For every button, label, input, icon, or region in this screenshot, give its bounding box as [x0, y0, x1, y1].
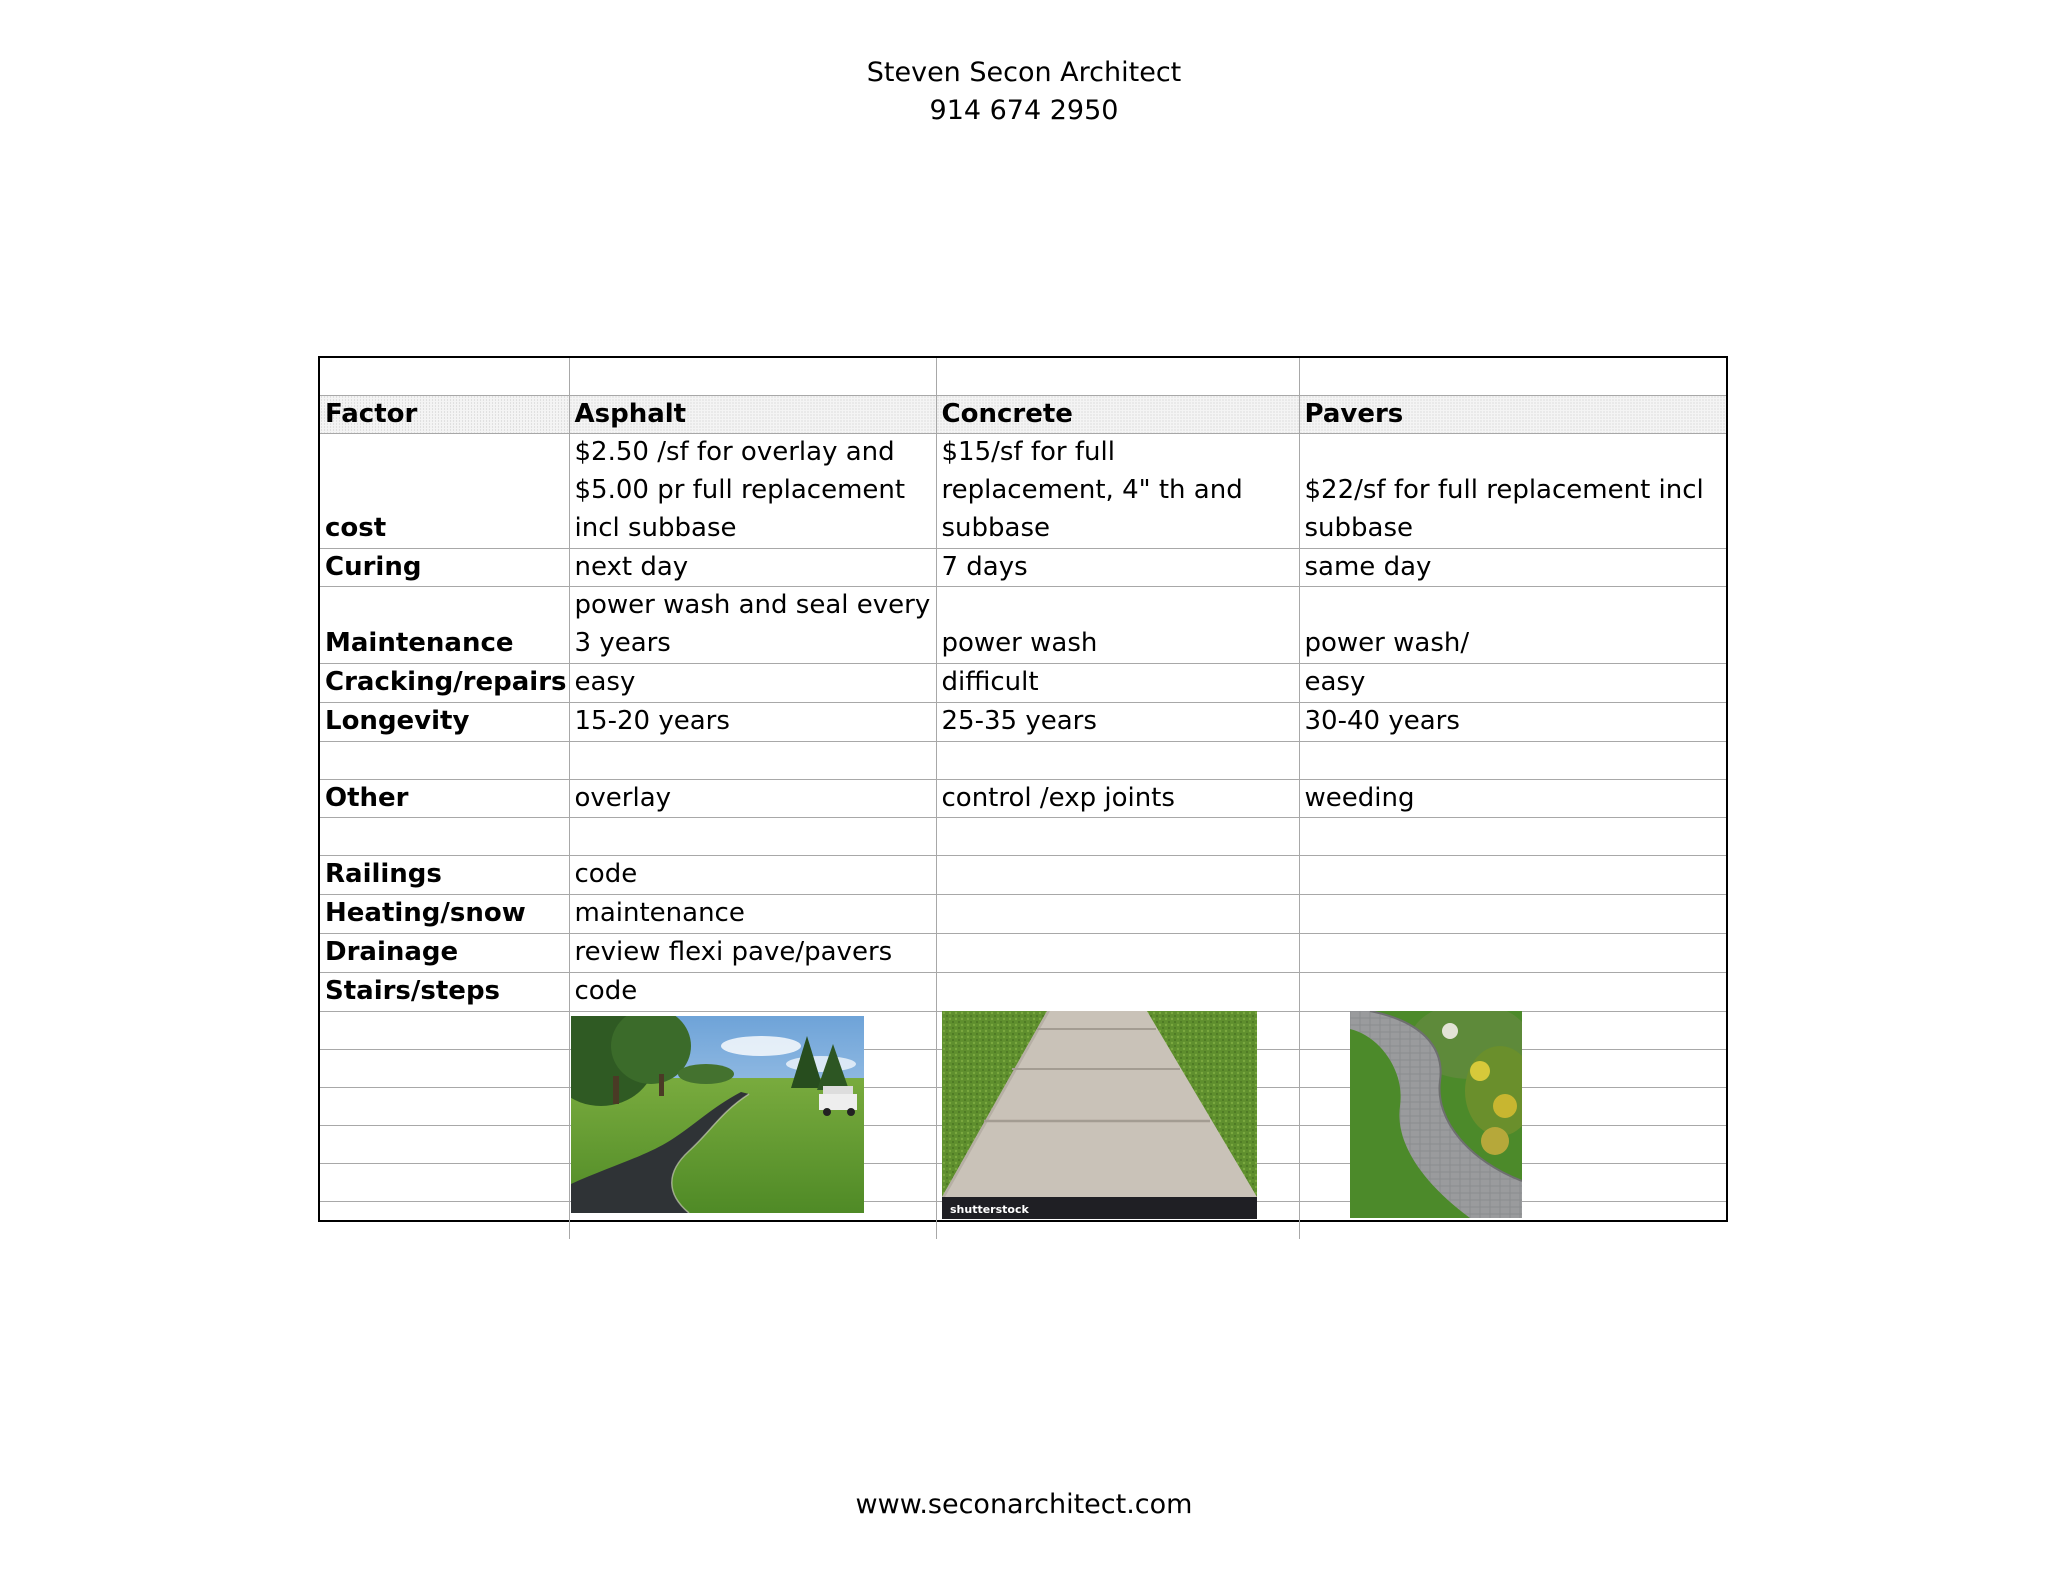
pavers-cell: easy: [1299, 664, 1726, 703]
table-row-cost: [320, 434, 1726, 548]
table-row-heating: [320, 895, 1726, 934]
pavers-path-photo: [1350, 1011, 1522, 1218]
concrete-cell: 7 days: [936, 548, 1299, 587]
factor-label: cost: [320, 434, 569, 548]
column-header-asphalt: Asphalt: [569, 395, 936, 434]
table-row-stairs: [320, 972, 1726, 1011]
concrete-cell: [936, 972, 1299, 1011]
factor-label: Railings: [320, 856, 569, 895]
table-row-blank: [320, 818, 1726, 856]
pavers-cell: [1299, 895, 1726, 934]
pavers-cell: power wash/: [1299, 587, 1726, 664]
asphalt-cell: next day: [569, 548, 936, 587]
concrete-cell: $15/sf for full replacement, 4" th and subbase: [936, 434, 1299, 548]
concrete-cell: 25-35 years: [936, 702, 1299, 741]
website-url: www.seconarchitect.com: [855, 1489, 1193, 1520]
architect-phone: 914 674 2950: [929, 95, 1119, 126]
concrete-cell: [936, 934, 1299, 973]
table-row-curing: [320, 548, 1726, 587]
factor-label: Cracking/repairs: [320, 664, 569, 703]
asphalt-cell: easy: [569, 664, 936, 703]
table-row-maintenance: [320, 587, 1726, 664]
concrete-sidewalk-photo: [942, 1011, 1257, 1219]
column-header-pavers: Pavers: [1299, 395, 1726, 434]
column-header-concrete: Concrete: [936, 395, 1299, 434]
factor-label: Maintenance: [320, 587, 569, 664]
factor-label: Heating/snow: [320, 895, 569, 934]
pavers-cell: same day: [1299, 548, 1726, 587]
factor-label: Curing: [320, 548, 569, 587]
table-row-railings: [320, 856, 1726, 895]
pavers-cell: [1299, 856, 1726, 895]
asphalt-cell: maintenance: [569, 895, 936, 934]
factor-label: Longevity: [320, 702, 569, 741]
asphalt-cell: code: [569, 972, 936, 1011]
concrete-cell: control /exp joints: [936, 779, 1299, 818]
table-row-blank: [320, 741, 1726, 779]
pavers-cell: weeding: [1299, 779, 1726, 818]
asphalt-cell: review flexi pave/pavers: [569, 934, 936, 973]
pavers-cell: 30-40 years: [1299, 702, 1726, 741]
architect-name: Steven Secon Architect: [866, 57, 1182, 88]
column-header-factor: Factor: [320, 395, 569, 434]
concrete-cell: difficult: [936, 664, 1299, 703]
concrete-cell: [936, 895, 1299, 934]
pavers-cell: $22/sf for full replacement incl subbase: [1299, 434, 1726, 548]
document-header: [0, 54, 2048, 130]
factor-label: Other: [320, 779, 569, 818]
table-row-cracking: [320, 664, 1726, 703]
pavers-cell: [1299, 972, 1726, 1011]
table-row-drainage: [320, 934, 1726, 973]
table-row-longevity: [320, 702, 1726, 741]
factor-label: Stairs/steps: [320, 972, 569, 1011]
asphalt-path-photo: [571, 1016, 864, 1213]
asphalt-cell: 15-20 years: [569, 702, 936, 741]
factor-label: Drainage: [320, 934, 569, 973]
concrete-cell: [936, 856, 1299, 895]
asphalt-cell: power wash and seal every 3 years: [569, 587, 936, 664]
asphalt-cell: $2.50 /sf for overlay and $5.00 pr full replacement incl subbase: [569, 434, 936, 548]
shutterstock-watermark: shutterstock: [950, 1203, 1029, 1216]
asphalt-cell: code: [569, 856, 936, 895]
asphalt-cell: overlay: [569, 779, 936, 818]
pavers-cell: [1299, 934, 1726, 973]
table-row-other: [320, 779, 1726, 818]
concrete-cell: power wash: [936, 587, 1299, 664]
table-header-row: [320, 395, 1726, 434]
table-row-blank: [320, 358, 1726, 395]
